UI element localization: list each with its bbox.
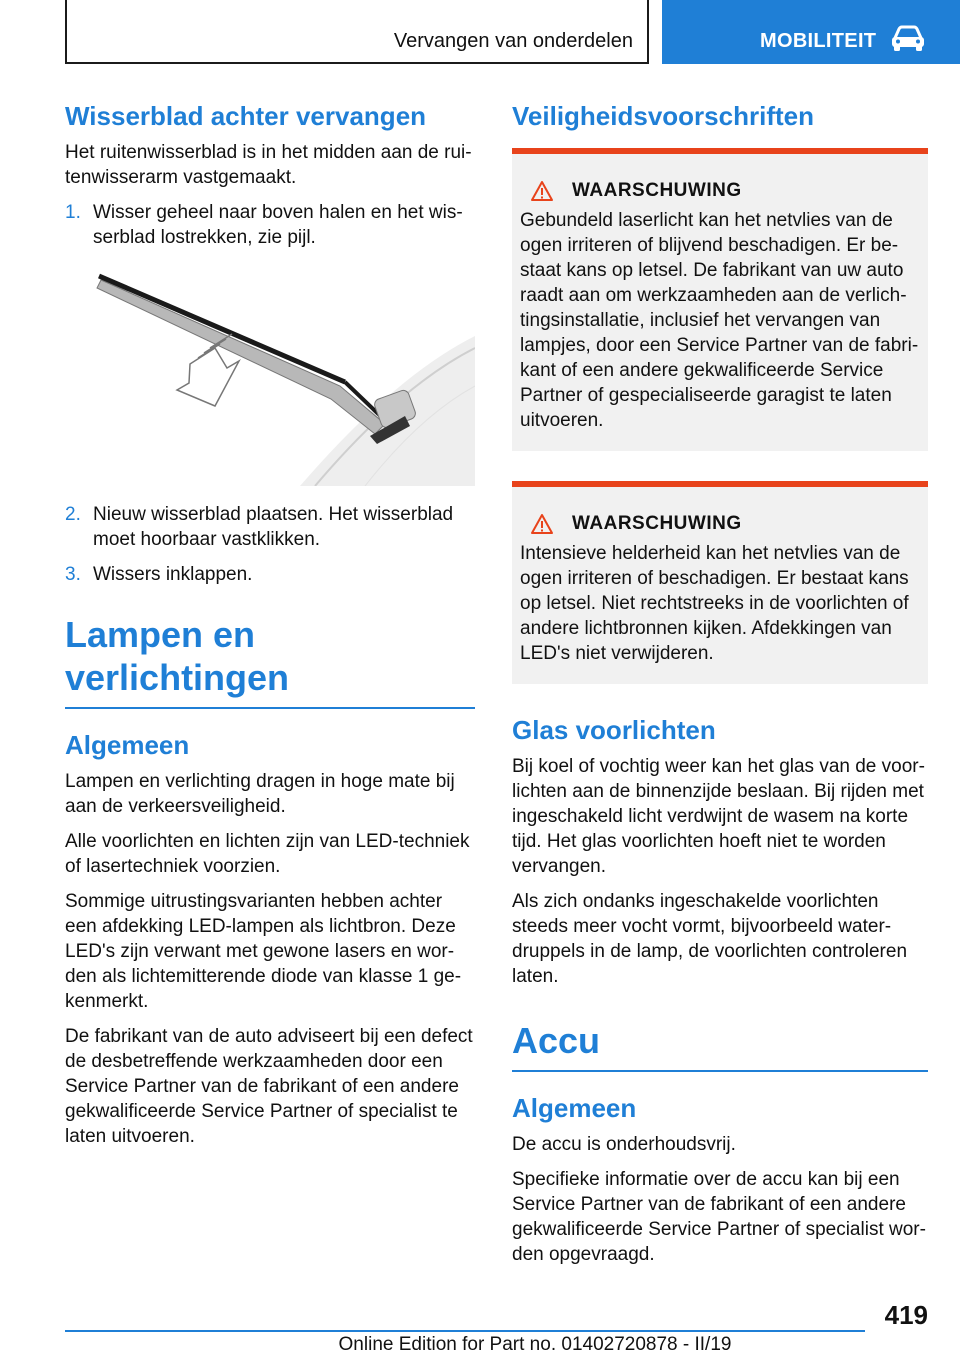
step-item (65, 200, 475, 250)
glass-heading: Glas voorlichten (512, 714, 716, 745)
safety-heading: Veiligheidsvoorschriften (512, 101, 814, 131)
step-item (65, 502, 475, 552)
warning-triangle-icon (530, 513, 554, 535)
step-item (65, 562, 475, 587)
right-column (512, 100, 928, 1277)
step-number: 3. (65, 563, 81, 585)
footer-edition: Online Edition for Part no. 01402720878 - II/19 (338, 1334, 732, 1355)
paragraph: Als zich ondanks ingeschakelde voorlichten steeds meer vocht vormt, bijvoorbeeld water-druppels in de lamp, de voorlichten controleren laten. (512, 890, 908, 987)
paragraph: De accu is onderhoudsvrij. (512, 1133, 736, 1155)
warning-title (530, 180, 920, 202)
header-section-title: Vervangen van onderdelen (393, 30, 633, 52)
step-text: Wissers inklappen. (93, 563, 253, 585)
wiper-illustration (65, 266, 475, 486)
wiper-steps-part2 (65, 502, 475, 587)
warning-triangle-icon (530, 180, 554, 202)
step-number: 1. (65, 201, 81, 223)
wiper-steps-part1 (65, 200, 475, 250)
warning-box (512, 481, 928, 684)
left-column (65, 100, 475, 1159)
battery-general-heading: Algemeen (512, 1092, 637, 1123)
paragraph: Lampen en verlichting dragen in hoge mate bij aan de verkeersveiligheid. (65, 770, 455, 817)
lamps-heading-block (65, 613, 475, 709)
warning-label: WAARSCHUWING (572, 179, 742, 201)
car-icon (890, 24, 926, 54)
footer-rule (65, 1330, 865, 1332)
battery-heading: Accu (512, 1019, 601, 1061)
paragraph: Sommige uitrustingsvarianten hebben achter een afdekking LED-lampen als lichtbron. Deze LED's zijn verwant met gewone lasers en wor-den als lichtemitterende diode van klasse 1 ge-kenmerkt. (65, 890, 462, 1012)
warning-box (512, 148, 928, 451)
step-text: Nieuw wisserblad plaatsen. Het wisserblad moet hoorbaar vastklikken. (93, 503, 454, 550)
battery-heading-block (512, 1019, 928, 1072)
warning-label: WAARSCHUWING (572, 512, 742, 534)
header-section-box (65, 0, 649, 64)
paragraph: De fabrikant van de auto adviseert bij een defect de desbetreffende werkzaamheden door een Service Partner van de fabrikant of een andere gekwalificeerde Service Partner of specialist te laten uitvoeren. (65, 1025, 473, 1147)
page-number: 419 (884, 1300, 928, 1330)
paragraph: Bij koel of vochtig weer kan het glas van de voor-lichten aan de binnenzijde beslaan. Bij rijden met ingeschakeld licht verdwijnt de wasem na korte tijd. Het glas voorlichten hoeft niet te worden vervangen. (512, 755, 925, 877)
step-text: Wisser geheel naar boven halen en het wis-serblad lostrekken, zie pijl. (93, 201, 463, 248)
warning-title (530, 513, 920, 535)
paragraph: Alle voorlichten en lichten zijn van LED-techniek of lasertechniek voorzien. (65, 830, 470, 877)
header-chapter-box (662, 0, 960, 64)
warning-text: Gebundeld laserlicht kan het netvlies van de ogen irriteren of blijvend beschadigen. Er be-staat kans op letsel. De fabrikant van uw auto raadt aan om werkzaamheden aan de verlich-tingsinstallatie, inclusief het vervangen van lampjes, door een Service Partner van de fabri-kant of een andere gekwalificeerde Service Partner of gespecialiseerde garagist te laten uitvoeren. (520, 209, 919, 431)
warning-text: Intensieve helderheid kan het netvlies van de ogen irriteren of beschadigen. Er bestaat kans op letsel. Niet rechtstreeks in de voorlichten of andere lichtbronnen kijken. Afdekkingen van LED's niet verwijderen. (520, 542, 909, 664)
lamps-heading: Lampen en verlichtingen (65, 613, 290, 698)
wiper-heading: Wisserblad achter vervangen (65, 101, 427, 131)
step-number: 2. (65, 503, 81, 525)
wiper-intro: Het ruitenwisserblad is in het midden aan de rui-tenwisserarm vastgemaakt. (65, 141, 472, 188)
paragraph: Specifieke informatie over de accu kan bij een Service Partner van de fabrikant of een andere gekwalificeerde Service Partner of specialist wor-den opgevraagd. (512, 1168, 926, 1265)
header-chapter-title: MOBILITEIT (760, 30, 877, 52)
general-heading: Algemeen (65, 730, 190, 761)
